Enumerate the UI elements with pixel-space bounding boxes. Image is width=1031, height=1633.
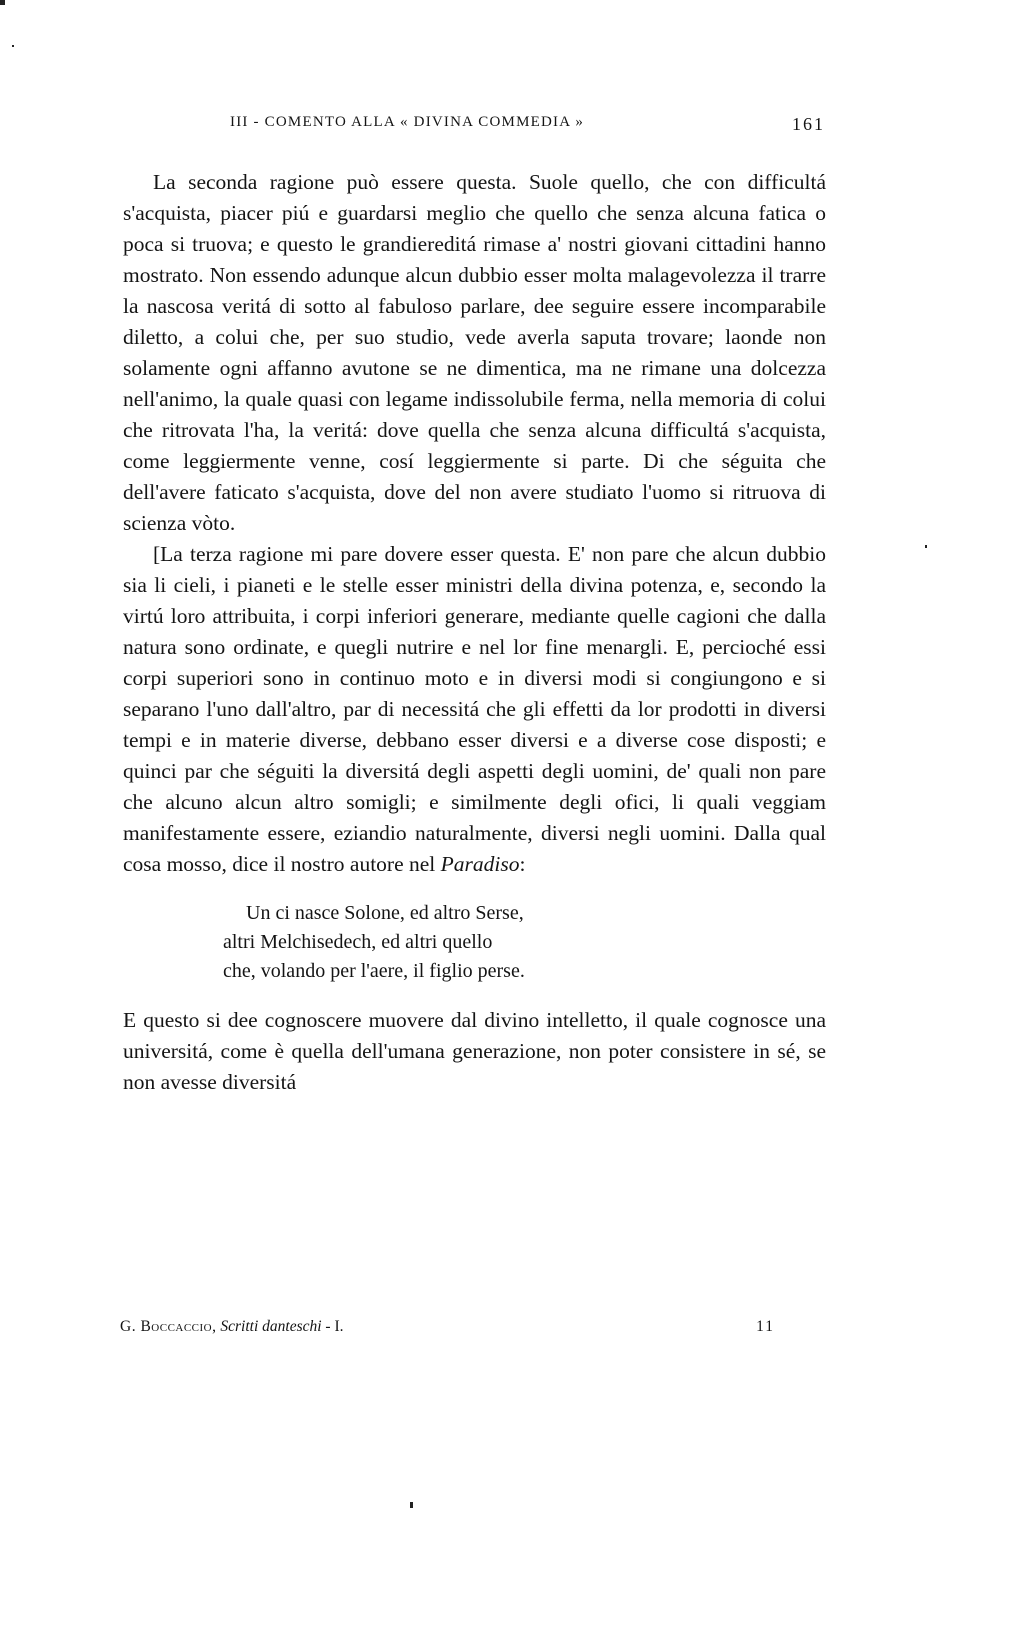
verse-line: altri Melchisedech, ed altri quello xyxy=(223,931,493,953)
page-footer xyxy=(120,1318,775,1336)
scan-speck xyxy=(12,45,14,47)
chapter-title: III - COMENTO ALLA « DIVINA COMMEDIA » xyxy=(230,114,585,130)
work-title-italic: Paradiso xyxy=(440,852,520,876)
verse-quotation xyxy=(223,899,826,986)
verse-line: che, volando per l'aere, il figlio perse. xyxy=(223,960,525,982)
paragraph-punct: : xyxy=(519,852,526,876)
footer-citation xyxy=(120,1318,344,1336)
scan-mark-top-left xyxy=(0,0,5,5)
footer-volume: - I. xyxy=(321,1318,344,1335)
paragraph: E questo si dee cognoscere muovere dal divino intelletto, il quale cognosce una universitá, come è quella dell'umana generazione, non poter consistere in sé, se non avesse diversitá xyxy=(123,1008,826,1094)
scan-speck xyxy=(410,1502,413,1508)
paragraph xyxy=(123,539,826,880)
footer-author: G. Boccaccio, xyxy=(120,1318,217,1335)
scan-speck xyxy=(925,545,927,548)
running-head xyxy=(230,114,825,135)
footer-work-title: Scritti danteschi xyxy=(220,1318,322,1335)
verse-line: Un ci nasce Solone, ed altro Serse, xyxy=(246,902,524,924)
body-text xyxy=(123,167,826,1098)
paragraph-text: [La terza ragione mi pare dovere esser questa. E' non pare che alcun dubbio sia li cieli, i pianeti e le stelle esser ministri della divina potenza, e, secondo la virtú loro attribuita, i corpi inferiori generare, mediante quelle cagioni che dalla natura sono ordinate, e quegli nutrire e nel lor fine menargli. E, percioché essi corpi superiori sono in continuo moto e in diversi modi si congiungono e si separano l'uno dall'altro, par di necessitá che gli effetti da lor prodotti in diversi tempi e in materie diverse, debbano esser diversi e a diverse cose disposti; e quinci par che séguiti la diversitá degli aspetti degli uomini, de' quali non pare che alcuno alcun altro somigli; e similmente degli ofici, li quali veggiam manifestamente essere, eziandio naturalmente, diversi negli uomini. Dalla qual cosa mosso, dice il nostro autore nel xyxy=(123,542,826,876)
paragraph: La seconda ragione può essere questa. Suole quello, che con difficultá s'acquista, piacer piú e guardarsi meglio che quello che senza alcuna fatica o poca si truova; e questo le grandiereditá rimase a' nostri giovani cittadini hanno mostrato. Non essendo adunque alcun dubbio esser molta malagevolezza il trarre la nascosa veritá di sotto al fabuloso parlare, dee seguire essere incomparabile diletto, a colui che, per suo studio, vede averla saputa trovare; laonde non solamente ogni affanno avutone se ne dimentica, ma ne rimane una dolcezza nell'animo, la quale quasi con legame indissolubile ferma, nella memoria di colui che ritrovata l'ha, la veritá: dove quella che senza alcuna difficultá s'acquista, come leggiermente venne, cosí leggiermente si parte. Di che séguita che dell'avere faticato s'acquista, dove del non avere studiato l'uomo si ritruova di scienza vòto. xyxy=(123,170,826,535)
page-number: 161 xyxy=(792,114,825,134)
signature-mark: 11 xyxy=(756,1318,775,1335)
